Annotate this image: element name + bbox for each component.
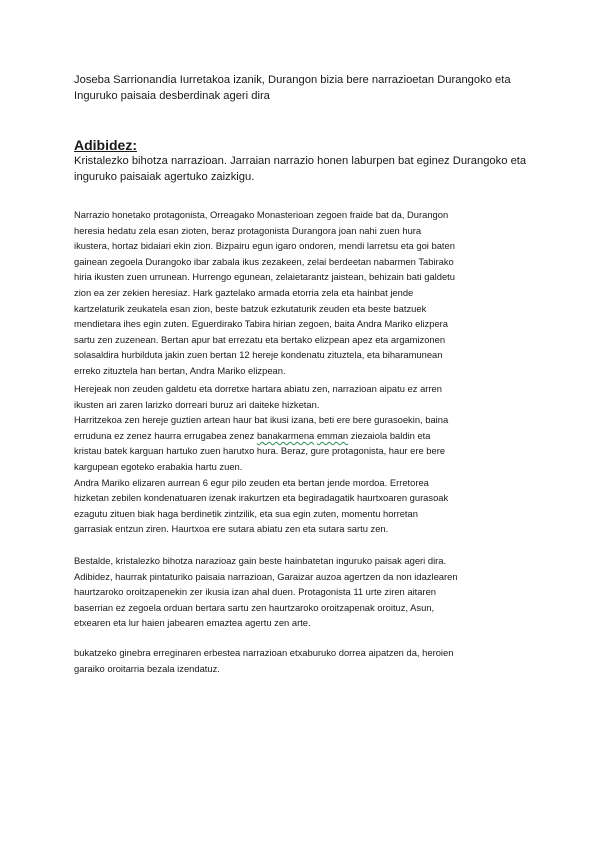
- text-line: heresia hedatu zela esan zioten, beraz protagonista Durangora joan nahi zuen hura: [74, 224, 422, 236]
- text-line: Narrazio honetako protagonista, Orreagako Monasterioan zegoen fraide bat da, Durangon: [74, 209, 449, 220]
- text-line: gainean zegoela Durangoko ibar zabala ikus zezakeen, zelai berdeetan nabarmen Tabirako: [74, 255, 454, 267]
- text-line: ikustera, hortaz bidaiari ekin zion. Bizpairu egun igaro ondoren, mendi larretsu eta goi baten: [74, 240, 455, 252]
- summary-paragraph-2: [74, 381, 544, 537]
- text-line: Bestalde, kristalezko bihotza narazioaz gain beste hainbatetan inguruko paisak ageri dira.: [74, 555, 447, 566]
- text-line: Andra Mariko elizaren aurrean 6 egur pilo zeuden eta bertan jende mordoa. Erretorea: [74, 476, 429, 488]
- text-line: Harritzekoa zen hereje guztien artean haur bat ikusi izana, beti ere bere gurasoekin, baina: [74, 414, 449, 426]
- text-line: kargupean egoteko erabakia hartu zuen.: [74, 460, 243, 472]
- closing-paragraph: [74, 645, 544, 676]
- text-line: ezagutu zituen biak haga berdinetik zintzilik, eta sua egin zuten, momentu horretan: [74, 507, 418, 519]
- text-line: sartu zen zuzenean. Bertan apur bat errezatu eta bertako elizpean apez eta argamizonen: [74, 333, 446, 345]
- text-line: kartzelaturik zeukatela esan zion, beste batzuk ezkutaturik zeuden eta beste batzuek: [74, 302, 427, 314]
- text-line: hizketan zebilen kondenatuaren izenak irakurtzen eta begiradagatik haurtxoaren gurasoak: [74, 492, 449, 504]
- text-line: bukatzeko ginebra erreginaren erbestea narrazioan etxaburuko dorrea aipatzen da, heroien: [74, 647, 454, 658]
- text-line: kristau batek karguan hartuko zuen harutxo hura. Beraz, gure protagonista, haur ere bere: [74, 445, 446, 457]
- subintro-paragraph: Kristalezko bihotza narrazioan. Jarraian narrazio honen laburpen bat eginez Durangoko eta inguruko paisaiak agertuko zaizkigu.: [74, 155, 527, 183]
- text-line: erreko zituztela han bertan, Andra Mariko elizpean.: [74, 364, 286, 376]
- intro-paragraph: Joseba Sarrionandia Iurretakoa izanik, Durangon bizia bere narrazioetan Durangoko eta Inguruko paisaia desberdinak ageri dira: [74, 74, 511, 102]
- text-line: zion ea zer zekien heresiaz. Hark gaztelako armada etorria zela eta hainbat jende: [74, 286, 414, 298]
- text-line: garrasiak entzun ziren. Haurtxoa ere sutara abiatu zen eta sutara sartu zen.: [74, 523, 389, 535]
- text-line: ikusten ari zaren larizko dorreari buruz ari daiteke hizketan.: [74, 398, 320, 410]
- text-segment: erruduna ez zenez haurra errugabea zenez: [74, 429, 257, 441]
- text-line: Adibidez, haurrak pintaturiko paisaia narrazioan, Garaizar auzoa agertzen da non idazlearen: [74, 570, 458, 582]
- text-line: haurtzaroko oroitzapenekin zer ikusia izan ahal duen. Protagonista 11 urte ziren aitaren: [74, 586, 437, 598]
- text-segment: ziezaiola baldin eta: [348, 429, 431, 441]
- text-line: etxearen eta lur haien jabearen emaztea agertu zen arte.: [74, 617, 311, 629]
- text-line: garaiko oroitarria bezala izendatuz.: [74, 662, 220, 674]
- text-line: [74, 428, 544, 444]
- summary-paragraph-1: [74, 207, 544, 379]
- text-line: Herejeak non zeuden galdetu eta dorretxe hartara abiatu zen, narrazioan aipatu ez arren: [74, 383, 442, 394]
- text-line: solasaldira hurbilduta jakin zuen bertan 12 hereje kondenatu zituztela, eta biharamunean: [74, 349, 443, 361]
- other-stories-paragraph: [74, 553, 544, 631]
- spellcheck-flagged-word: banakarmena: [256, 429, 315, 441]
- text-line: hiria ikusten zuen urrunean. Hurrengo egunean, zelaietarantz jaistean, behizain bati galdetu: [74, 271, 455, 283]
- section-heading: Adibidez:: [74, 137, 137, 153]
- spellcheck-flagged-word: emman: [316, 429, 349, 441]
- text-line: baserrian ez zegoela orduan bertara sartu zen haurtzaroko oroitzapenak oroituz, Asun,: [74, 601, 435, 613]
- text-line: mendietara ihes egin zuten. Eguerdirako Tabira hirian zegoen, baita Andra Mariko elizpera: [74, 318, 449, 330]
